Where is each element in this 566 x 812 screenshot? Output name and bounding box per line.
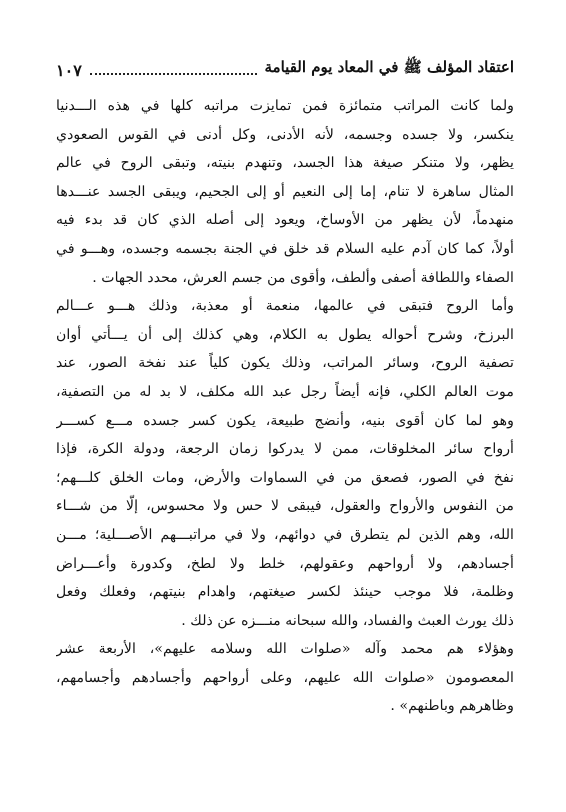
text-line: أرواح سائر المخلوقات، ممن لا يدركوا زمان الرجعة، ودولة الكرة، فإذا xyxy=(56,441,514,458)
text-line: نفخ في الصور، فصعق من في السماوات والأرض، ومات الخلق كلـــهم؛ xyxy=(56,469,514,486)
page-number: ١٠٧ xyxy=(56,61,82,80)
text-line: منهدماً، لأن يظهر من الأوساخ، ويعود إلى أصله الذي كان قد بدء فيه xyxy=(56,212,514,229)
body-text xyxy=(56,92,514,721)
header-dotted-leader xyxy=(90,72,257,75)
text-line: الصفاء واللطافة أصفى وألطف، وأقوى من جسم العرش، محدد الجهات . xyxy=(92,269,514,286)
text-line: ولما كانت المراتب متمائزة فمن تمايزت مراتبه كلها في هذه الـــدنيا xyxy=(56,98,514,114)
running-header-title: اعتقاد المؤلف ﷺ في المعاد يوم القيامة xyxy=(264,58,514,76)
text-line: المثال ساهرة لا تنام، إما إلى النعيم أو إلى الجحيم، ويبقى الجسد عنـــدها xyxy=(56,183,514,200)
text-line: من النفوس والأرواح والعقول، فيبقى لا حس ولا محسوس، إلّا من شـــاء xyxy=(56,498,514,515)
text-line: وأما الروح فتبقى في عالمها، منعمة أو معذبة، وذلك هـــو عـــالم xyxy=(56,298,514,315)
running-header xyxy=(56,56,514,80)
text-line: وهو لما كان أقوى بنيه، وأنضج طبيعة، يكون كسر جسده مـــع كســـر xyxy=(56,412,514,429)
text-line: يظهر، ولا متنكر صيغة هذا الجسد، وتنهدم بنيته، وتبقى الروح في عالم xyxy=(56,155,514,172)
text-line: وظاهرهم وباطنهم» . xyxy=(390,698,514,715)
text-line: ذلك يورث العبث والفساد، والله سبحانه منـــزه عن ذلك . xyxy=(181,612,514,629)
text-line: المعصومون «صلوات الله عليهم، وعلى أرواحهم وأجسادهم وأجسامهم، xyxy=(56,669,514,686)
text-line: وظلمة، فلا موجب حينئذ لكسر صيغتهم، واهدام بنيتهم، وفعلك وفعل xyxy=(56,584,514,601)
text-line: أولاً، كما كان آدم عليه السلام قد خلق في الجنة بجسمه وجسده، وهـــو في xyxy=(56,240,514,257)
text-line: ينكسر، ولا جسده وجسمه، لأنه الأدنى، وكل أدنى في القوس الصعودي xyxy=(56,126,514,143)
text-line: موت العالم الكلي، فإنه أيضاً رجل عبد الله مكلف، لا بد له من التصفية، xyxy=(56,383,514,400)
text-line: البرزخ، وشرح أحواله يطول به الكلام، وهي كذلك إلى أن يـــأتي أوان xyxy=(56,326,514,343)
text-line: وهؤلاء هم محمد وآله «صلوات الله وسلامه عليهم»، الأربعة عشر xyxy=(56,641,514,658)
text-line: أجسادهم، ولا أرواحهم وعقولهم، خلط ولا لطخ، وكدورة وأعـــراض xyxy=(56,555,514,572)
text-line: تصفية الروح، وسائر المراتب، وذلك يكون كلياً عند نفخة الصور، عند xyxy=(56,355,514,372)
text-line: الله، وهم الذين لم يتطرق في دوائهم، ولا في مراتبـــهم الأصـــلية؛ مـــن xyxy=(56,526,514,543)
